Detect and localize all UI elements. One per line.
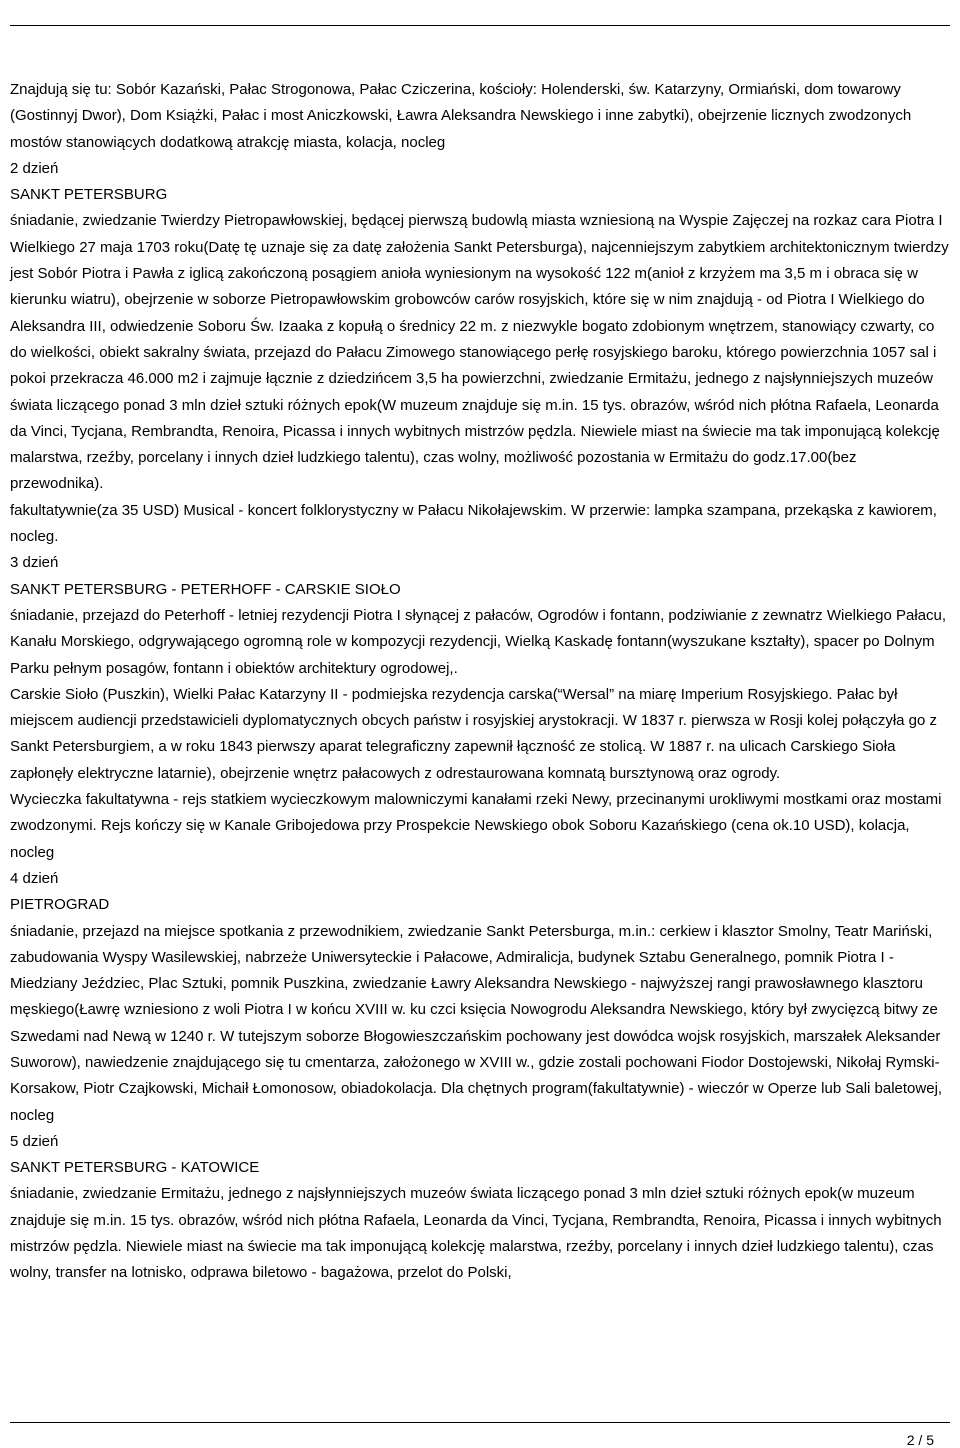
footer-rule <box>10 1422 950 1423</box>
day-description: śniadanie, zwiedzanie Ermitażu, jednego z najsłynniejszych muzeów świata liczącego ponad 3 mln dzieł sztuki różnych epok(w muzeum znajduje się m.in. 15 tys. obrazów, wśród nich płótna Rafaela, Leonarda da Vinci, Tycjana, Rembrandta, Renoira, Picassa i innych wybitnych mistrzów pędzla. Niewiele miast na świecie ma tak imponującą kolekcję malarstwa, rzeźby, porcelany i innych dzieł ludzkiego talentu), czas wolny, transfer na lotnisko, odprawa biletowo - bagażowa, przelot do Polski, <box>10 1185 942 1282</box>
optional-program-paragraph: Wycieczka fakultatywna - rejs statkiem wycieczkowym malowniczymi kanałami rzeki Newy, przecinanymi urokliwymi mostkami oraz mostami zwodzonymi. Rejs kończy się w Kanale Gribojedowa przy Prospekcie Newskiego obok Soboru Kazańskiego (cena ok.10 USD), kolacja, nocleg <box>10 791 942 861</box>
day-heading: 2 dzień <box>10 159 59 177</box>
day-title: PIETROGRAD <box>10 896 110 914</box>
day-heading: 5 dzień <box>10 1132 59 1150</box>
header-rule <box>10 25 950 26</box>
day-description: śniadanie, zwiedzanie Twierdzy Pietropawłowskiej, będącej pierwszą budowlą miasta wzniesioną na Wyspie Zajęczej na rozkaz cara Piotra I Wielkiego 27 maja 1703 roku(Datę tę uznaje się za datę założenia Sankt Petersburga), najcenniejszym zabytkiem architektonicznym twierdzy jest Sobór Piotra i Pawła z iglicą zakończoną posągiem anioła wyniesionym na wysokość 122 m(anioł z krzyżem ma 3,5 m i obraca się w kierunku wiatru), obejrzenie w soborze Pietropawłowskim grobowców carów rosyjskich, które się w nim znajdują - od Piotra I Wielkiego do Aleksandra III, odwiedzenie Soboru Św. Izaaka z kopułą o średnicy 22 m. z niezwykle bogato zdobionym wnętrzem, stanowiący czwarty, co do wielkości, obiekt sakralny świata, przejazd do Pałacu Zimowego stanowiącego perłę rosyjskiego baroku, którego powierzchnia 1057 sal i pokoi przekracza 46.000 m2 i zajmuje łącznie z dziedzińcem 3,5 ha powierzchni, zwiedzanie Ermitażu, jednego z najsłynniejszych muzeów świata liczącego ponad 3 mln dzieł sztuki różnych epok(W muzeum znajduje się m.in. 15 tys. obrazów, wśród nich płótna Rafaela, Leonarda da Vinci, Tycjana, Rembrandta, Renoira, Picassa i innych wybitnych mistrzów pędzla. Niewiele miast na świecie ma tak imponującą kolekcję malarstwa, rzeźby, porcelany i innych dzieł ludzkiego talentu), czas wolny, możliwość pozostania w Ermitażu do godz.17.00(bez przewodnika). <box>10 212 949 493</box>
day-description: Carskie Sioło (Puszkin), Wielki Pałac Katarzyny II - podmiejska rezydencja carska(“Wersal” na miarę Imperium Rosyjskiego. Pałac był miejscem audiencji przedstawicieli dyplomatycznych obcych państw i rosyjskiej arystokracji. W 1837 r. pierwsza w Rosji kolej połączyła go z Sankt Petersburgiem, a w roku 1843 pierwszy aparat telegraficzny zapewnił łączność ze stolicą. W 1887 r. na ulicach Carskiego Sioła zapłonęły elektryczne latarnie), obejrzenie wnętrz pałacowych z odrestaurowana komnatą bursztynową oraz ogrody. <box>10 685 938 782</box>
day-title: SANKT PETERSBURG <box>10 186 168 204</box>
optional-program-paragraph: fakultatywnie(za 35 USD) Musical - koncert folklorystyczny w Pałacu Nikołajewskim. W przerwie: lampka szampana, przekąska z kawiorem, nocleg. <box>10 501 937 546</box>
day-heading: 3 dzień <box>10 554 59 572</box>
day-heading: 4 dzień <box>10 869 59 887</box>
document-body <box>10 77 950 1287</box>
intro-paragraph: Znajdują się tu: Sobór Kazański, Pałac Strogonowa, Pałac Cziczerina, kościoły: Holenderski, św. Katarzyny, Ormiański, dom towarowy (Gostinnyj Dwor), Dom Książki, Pałac i most Aniczkowski, Ławra Aleksandra Newskiego i inne zabytki), obejrzenie licznych zwodzonych mostów stanowiących dodatkową atrakcję miasta, kolacja, nocleg <box>10 81 912 151</box>
day-description: śniadanie, przejazd na miejsce spotkania z przewodnikiem, zwiedzanie Sankt Petersburga, m.in.: cerkiew i klasztor Smolny, Teatr Mariński, zabudowania Wyspy Wasilewskiej, nabrzeże Uniwersyteckie i Pałacowe, Admiralicja, budynek Sztabu Generalnego, pomnik Piotra I - Miedziany Jeździec, Plac Sztuki, pomnik Puszkina, zwiedzanie Ławry Aleksandra Newskiego - najwyższej rangi prawosławnego klasztoru męskiego(Ławrę wzniesiono z woli Piotra I w końcu XVIII w. ku czci księcia Nowogrodu Aleksandra Newskiego, który był zwycięzcą bitwy ze Szwedami nad Newą w 1240 r. W tutejszym soborze Błogowieszczańskim pochowany jest dowódca wojsk rosyjskich, marszałek Aleksander Suworow), nawiedzenie znajdującego się tu cmentarza, założonego w XVIII w., gdzie zostali pochowani Fiodor Dostojewski, Nikołaj Rymski-Korsakow, Piotr Czajkowski, Michaił Łomonosow, obiadokolacja. Dla chętnych program(fakultatywnie) - wieczór w Operze lub Sali baletowej, nocleg <box>10 922 943 1124</box>
page-number: 2 / 5 <box>906 1432 934 1448</box>
day-description: śniadanie, przejazd do Peterhoff - letniej rezydencji Piotra I słynącej z pałaców, Ogrodów i fontann, podziwianie z zewnatrz Wielkiego Pałacu, Kanału Morskiego, odgrywającego ogromną role w kompozycji rezydencji, Wielką Kaskadę fontann(wyszukane kształty), spacer po Dolnym Parku pełnym posagów, fontann i obiektów architektury ogrodowej,. <box>10 606 947 677</box>
day-title: SANKT PETERSBURG - PETERHOFF - CARSKIE SIOŁO <box>10 580 401 598</box>
day-title: SANKT PETERSBURG - KATOWICE <box>10 1159 260 1177</box>
